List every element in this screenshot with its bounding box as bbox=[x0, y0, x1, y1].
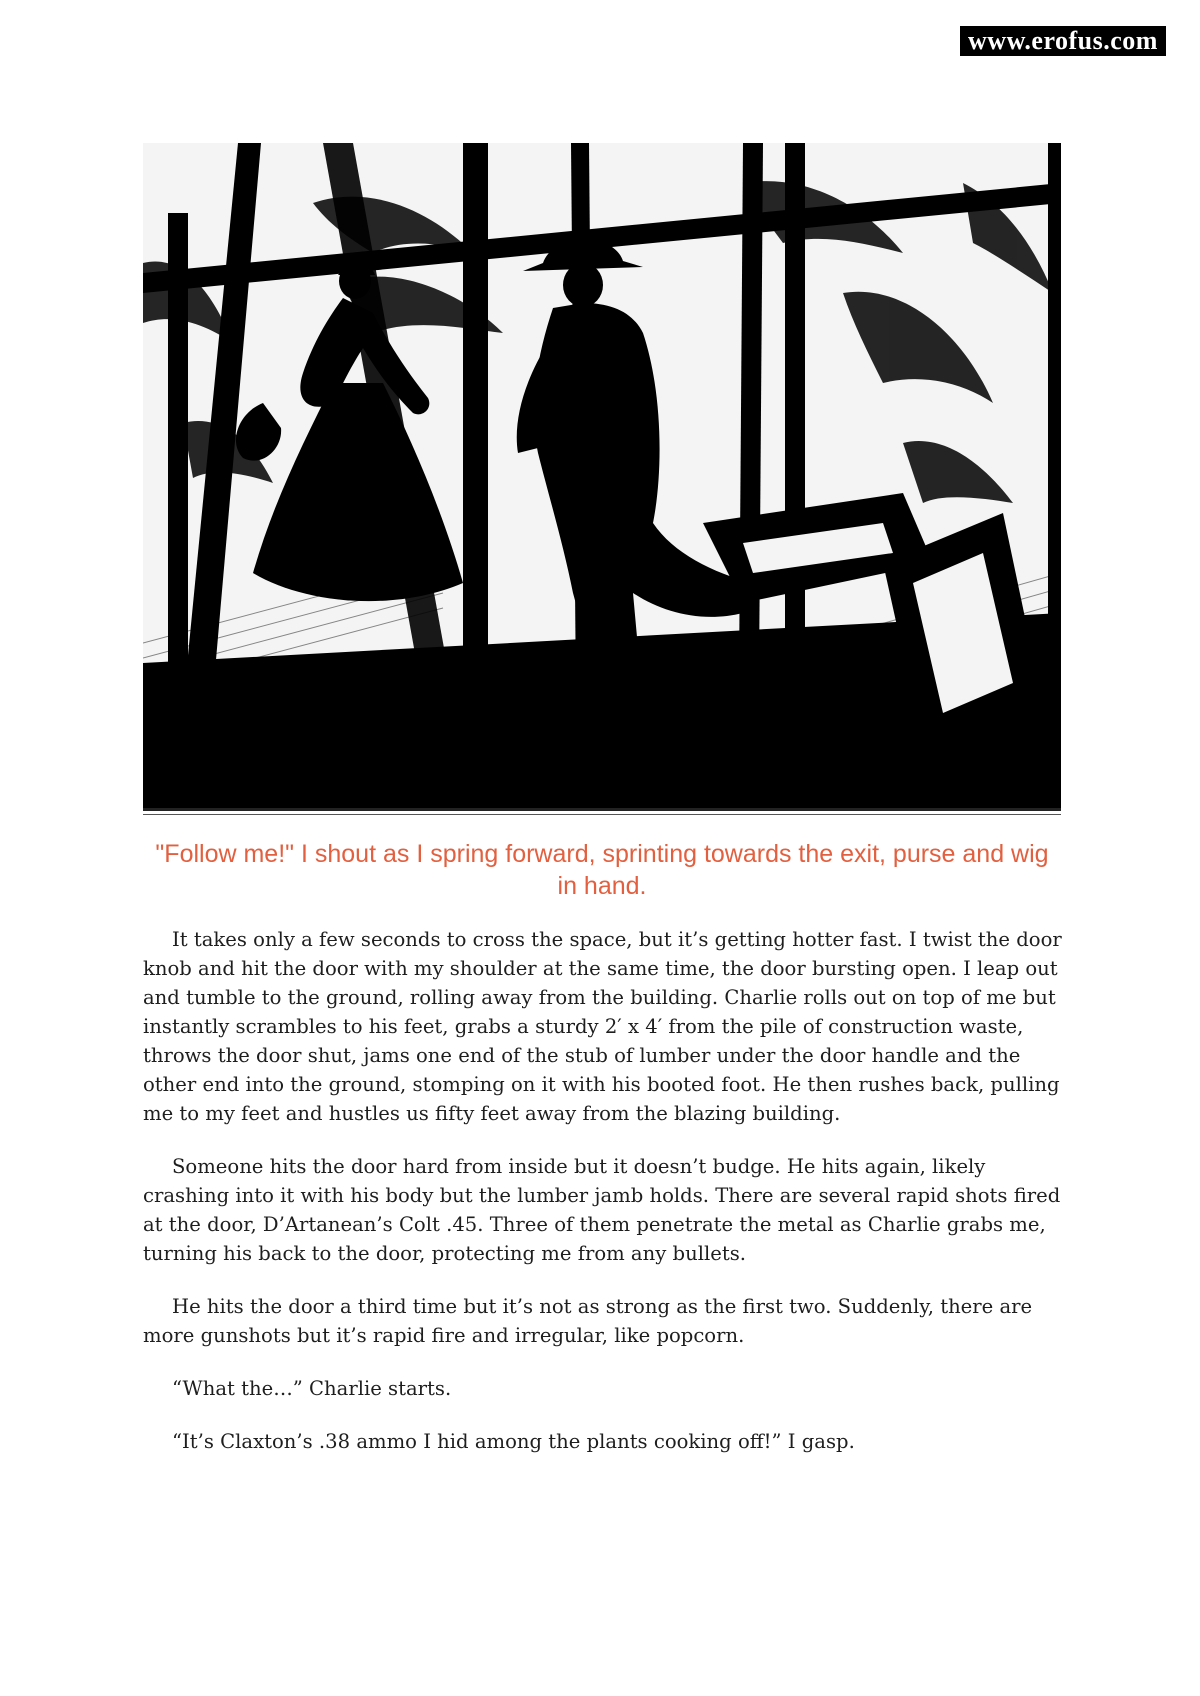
paragraph-2: Someone hits the door hard from inside but it doesn’t budge. He hits again, likely crashing into it with his body but the lumber jamb holds. There are several rapid shots fired at the door, D’Artanean’s Colt .45. Three of them penetrate the metal as Charlie grabs me, turning his back to the door, protecting me from any bullets. bbox=[143, 1155, 1061, 1265]
paragraph-3: He hits the door a third time but it’s not as strong as the first two. Suddenly, there are more gunshots but it’s rapid fire and irregular, like popcorn. bbox=[143, 1295, 1033, 1347]
ink-illustration bbox=[143, 143, 1061, 809]
watermark-badge bbox=[960, 26, 1166, 56]
illustration-caption: "Follow me!" I shout as I spring forward, sprinting towards the exit, purse and wig in hand. bbox=[155, 840, 1049, 900]
paragraph-4: “What the…” Charlie starts. bbox=[172, 1377, 452, 1400]
paragraph-5: “It’s Claxton’s .38 ammo I hid among the plants cooking off!” I gasp. bbox=[172, 1430, 855, 1453]
story-body bbox=[143, 925, 1063, 1480]
paragraph-1: It takes only a few seconds to cross the space, but it’s getting hotter fast. I twist the door knob and hit the door with my shoulder at the same time, the door bursting open. I leap out and tumble to the ground, rolling away from the building. Charlie rolls out on top of me but instantly scrambles to his feet, grabs a sturdy 2′ x 4′ from the pile of construction waste, throws the door shut, jams one end of the stub of lumber under the door handle and the other end into the ground, stomping on it with his booted foot. He then rushes back, pulling me to my feet and hustles us fifty feet away from the blazing building. bbox=[143, 928, 1062, 1125]
watermark-text: www.erofus.com bbox=[968, 26, 1158, 55]
caption-rule-thick bbox=[143, 808, 1061, 811]
silhouette-art bbox=[143, 143, 1061, 809]
caption-rule-thin bbox=[143, 814, 1061, 815]
